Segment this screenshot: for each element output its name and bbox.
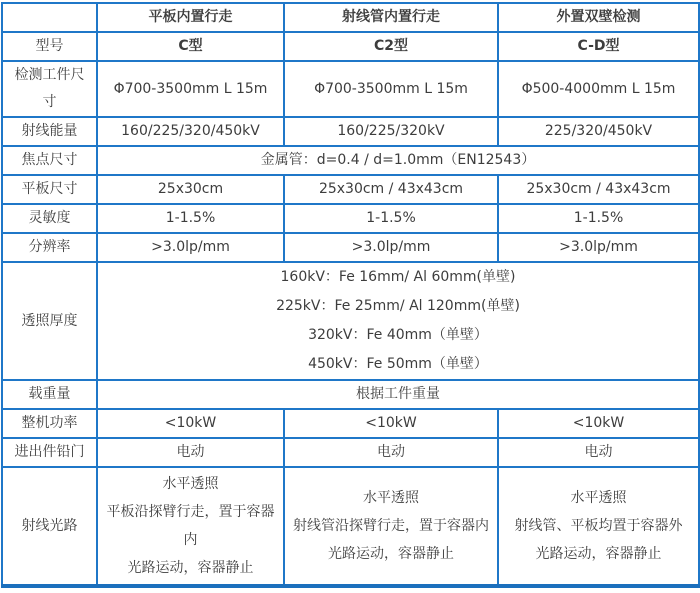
cell-energy-cd: 225/320/450kV (498, 117, 699, 146)
cell-load-merged: 根据工件重量 (97, 380, 699, 409)
row-label-panel-size: 平板尺寸 (2, 175, 97, 204)
cell-resolution-cd: >3.0lp/mm (498, 233, 699, 262)
cell-energy-c2: 160/225/320kV (284, 117, 498, 146)
beam-c2-line-1: 水平透照 (363, 490, 419, 506)
row-focus-size (2, 146, 699, 175)
cell-model-cd: C-D型 (498, 32, 699, 61)
beam-c-line-3: 光路运动，容器静止 (127, 560, 254, 576)
cell-workpiece-c2: Φ700-3500mm L 15m (284, 61, 498, 117)
spec-table (1, 2, 700, 588)
cell-panel-c: 25x30cm (97, 175, 284, 204)
row-sensitivity (2, 204, 699, 233)
cell-workpiece-cd: Φ500-4000mm L 15m (498, 61, 699, 117)
cell-door-cd: 电动 (498, 438, 699, 467)
beam-c-line-2: 平板沿探臂行走，置于容器内 (106, 504, 275, 548)
beam-c-line-1: 水平透照 (162, 476, 219, 492)
cell-beam-cd (498, 467, 699, 586)
cell-resolution-c: >3.0lp/mm (97, 233, 284, 262)
beam-cd-line-1: 水平透照 (570, 490, 627, 506)
cell-panel-c2: 25x30cm / 43x43cm (284, 175, 498, 204)
row-label-lead-door: 进出件铅门 (2, 438, 97, 467)
row-label-power: 整机功率 (2, 409, 97, 438)
row-label-load: 载重量 (2, 380, 97, 409)
row-label-ray-energy: 射线能量 (2, 117, 97, 146)
col-header-tube-internal: 射线管内置行走 (284, 3, 498, 32)
row-label-focus-size: 焦点尺寸 (2, 146, 97, 175)
col-header-external-double-wall: 外置双壁检测 (498, 3, 699, 32)
cell-door-c2: 电动 (284, 438, 498, 467)
beam-cd-line-2: 射线管、平板均置于容器外 (514, 518, 683, 534)
cell-panel-cd: 25x30cm / 43x43cm (498, 175, 699, 204)
penetration-line-450kv: 450kV：Fe 50mm（单壁） (308, 356, 488, 372)
penetration-line-160kv: 160kV：Fe 16mm/ Al 60mm(单壁) (280, 269, 516, 285)
beam-c2-line-3: 光路运动，容器静止 (328, 546, 454, 562)
row-beam-path (2, 467, 699, 586)
cell-door-c: 电动 (97, 438, 284, 467)
row-load-capacity (2, 380, 699, 409)
cell-model-c: C型 (97, 32, 284, 61)
cell-sensitivity-c: 1-1.5% (97, 204, 284, 233)
cell-workpiece-c: Φ700-3500mm L 15m (97, 61, 284, 117)
row-panel-size (2, 175, 699, 204)
row-resolution (2, 233, 699, 262)
row-model (2, 32, 699, 61)
cell-power-c2: <10kW (284, 409, 498, 438)
row-workpiece-size (2, 61, 699, 117)
row-label-resolution: 分辨率 (2, 233, 97, 262)
penetration-line-225kv: 225kV：Fe 25mm/ Al 120mm(单壁) (276, 298, 520, 314)
row-label-sensitivity: 灵敏度 (2, 204, 97, 233)
beam-c2-line-2: 射线管沿探臂行走，置于容器内 (293, 518, 489, 534)
cell-energy-c: 160/225/320/450kV (97, 117, 284, 146)
row-label-workpiece-size: 检测工件尺寸 (2, 61, 97, 117)
row-machine-power (2, 409, 699, 438)
cell-power-cd: <10kW (498, 409, 699, 438)
col-header-flat-panel-internal: 平板内置行走 (97, 3, 284, 32)
beam-cd-line-3: 光路运动，容器静止 (535, 546, 662, 562)
penetration-line-320kv: 320kV：Fe 40mm（单壁） (308, 327, 488, 343)
cell-focus-merged: 金属管：d=0.4 / d=1.0mm（EN12543） (97, 146, 699, 175)
cell-resolution-c2: >3.0lp/mm (284, 233, 498, 262)
cell-beam-c2 (284, 467, 498, 586)
row-ray-energy (2, 117, 699, 146)
row-penetration-thickness (2, 262, 699, 380)
header-empty-cell (2, 3, 97, 32)
row-label-penetration: 透照厚度 (2, 262, 97, 380)
cell-sensitivity-c2: 1-1.5% (284, 204, 498, 233)
row-label-beam-path: 射线光路 (2, 467, 97, 586)
row-label-model: 型号 (2, 32, 97, 61)
header-row (2, 3, 699, 32)
cell-beam-c (97, 467, 284, 586)
cell-penetration-merged (97, 262, 699, 380)
cell-sensitivity-cd: 1-1.5% (498, 204, 699, 233)
cell-power-c: <10kW (97, 409, 284, 438)
row-lead-door (2, 438, 699, 467)
cell-model-c2: C2型 (284, 32, 498, 61)
